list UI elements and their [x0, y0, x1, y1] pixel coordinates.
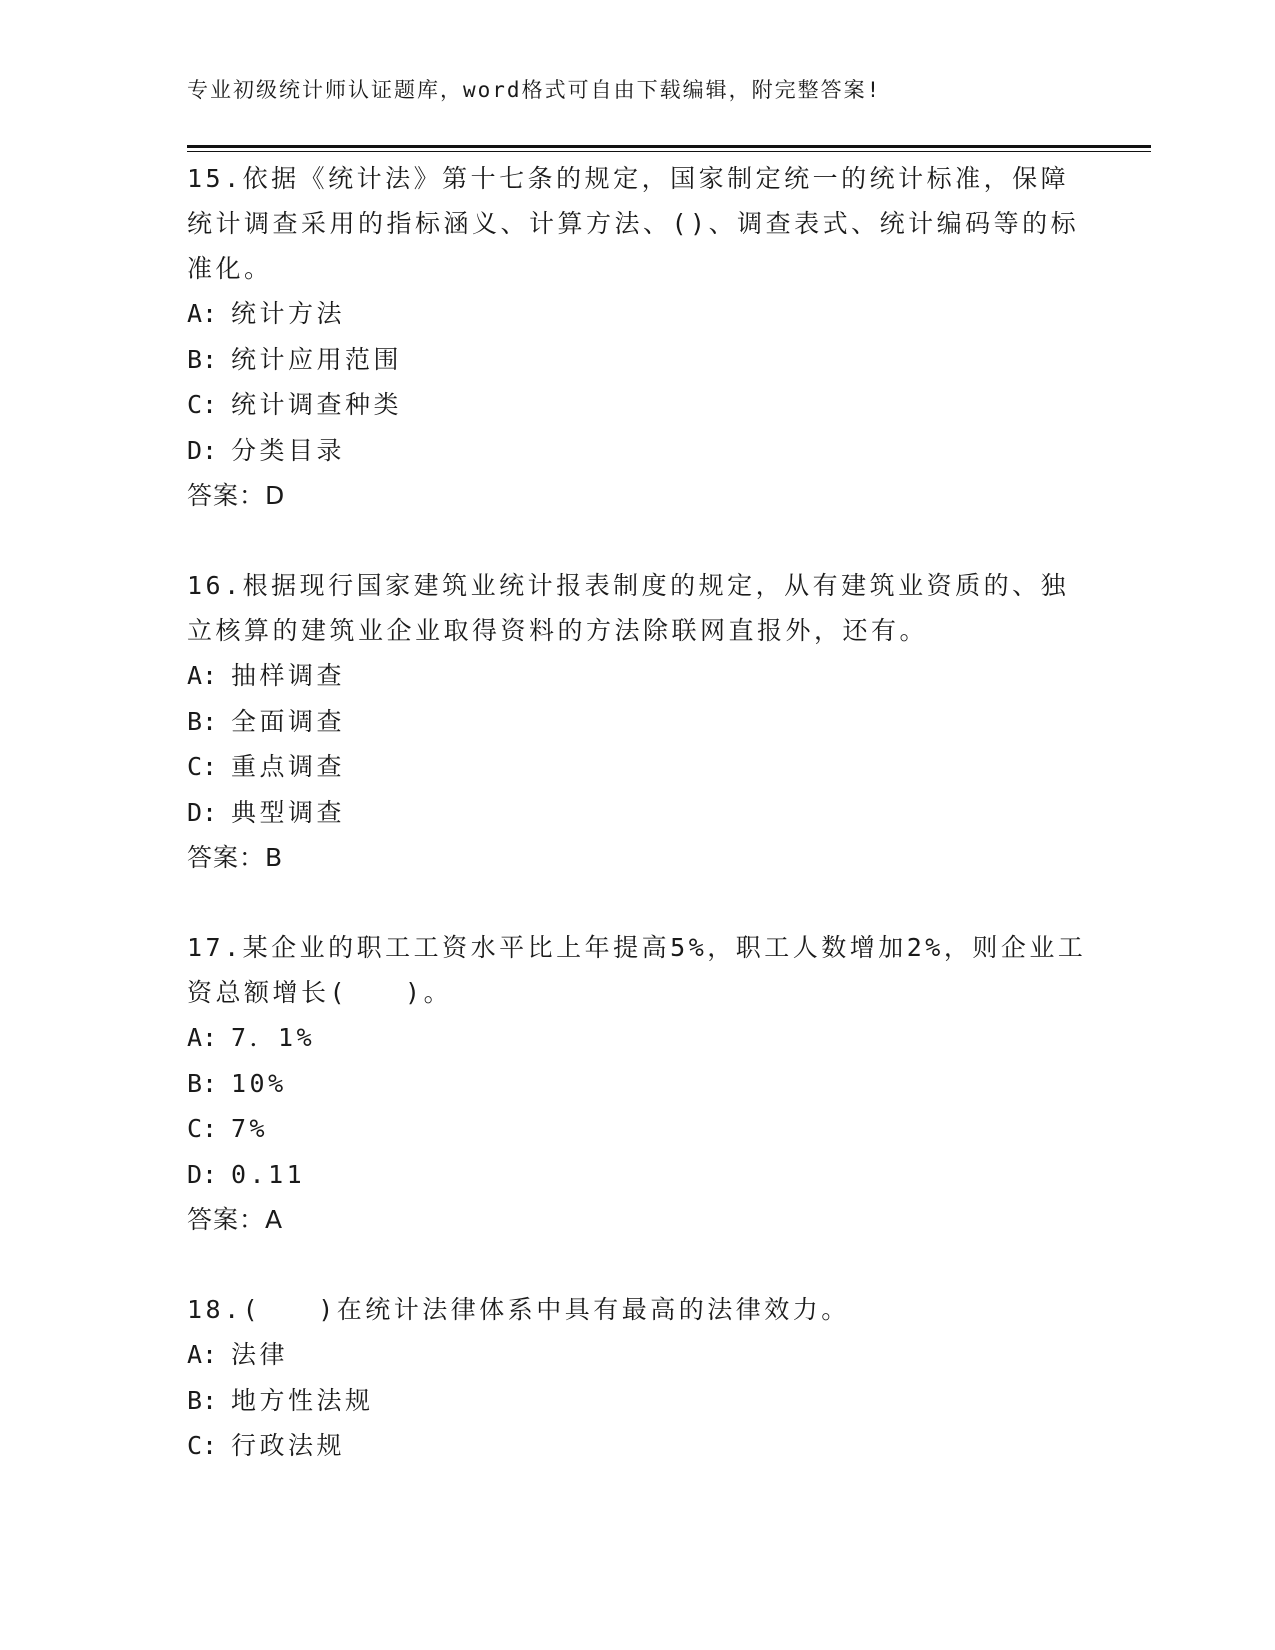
option-b — [187, 1378, 1087, 1424]
option-text: 抽样调查 — [231, 661, 346, 690]
option-key: C: — [187, 390, 218, 419]
option-key: D: — [187, 435, 218, 465]
option-c — [187, 1106, 1087, 1152]
option-text: 统计方法 — [231, 299, 346, 328]
option-b — [187, 1061, 1087, 1107]
option-text: 行政法规 — [231, 1431, 346, 1460]
page-header: 专业初级统计师认证题库，word格式可自由下载编辑，附完整答案! — [187, 78, 882, 102]
option-key: C: — [187, 1114, 218, 1143]
option-text: 7% — [231, 1114, 269, 1143]
option-b — [187, 337, 1087, 383]
question-15 — [187, 156, 1087, 518]
question-16 — [187, 563, 1087, 880]
option-key: B: — [187, 1068, 218, 1098]
header-divider — [187, 145, 1151, 152]
spacer — [187, 880, 1087, 925]
option-key: B: — [187, 344, 218, 374]
option-b — [187, 699, 1087, 745]
option-text: 重点调查 — [231, 752, 346, 781]
question-list — [187, 156, 1087, 1469]
option-a — [187, 1332, 1087, 1378]
option-a — [187, 1015, 1087, 1061]
answer-line: 答案：A — [187, 1205, 284, 1234]
option-text: 统计应用范围 — [231, 344, 403, 374]
option-d — [187, 790, 1087, 836]
option-a — [187, 291, 1087, 337]
question-18 — [187, 1287, 1087, 1469]
option-d — [187, 428, 1087, 474]
option-text: 典型调查 — [231, 797, 346, 827]
option-text: 10% — [231, 1068, 287, 1098]
option-key: C: — [187, 1431, 218, 1460]
option-key: D: — [187, 1159, 218, 1189]
option-text: 法律 — [231, 1340, 289, 1369]
option-key: C: — [187, 752, 218, 781]
spacer — [187, 518, 1087, 563]
option-key: D: — [187, 797, 218, 827]
option-key: A: — [187, 1340, 218, 1369]
option-key: A: — [187, 299, 218, 328]
option-key: B: — [187, 1385, 218, 1415]
option-text: 分类目录 — [231, 435, 346, 465]
option-c — [187, 744, 1087, 790]
option-key: B: — [187, 706, 218, 736]
option-text: 7．1% — [231, 1023, 316, 1052]
option-text: 全面调查 — [231, 706, 346, 736]
question-stem: 16.根据现行国家建筑业统计报表制度的规定，从有建筑业资质的、独立核算的建筑业企业取得资料的方法除联网直报外，还有。 — [187, 571, 1070, 645]
option-text: 地方性法规 — [231, 1385, 374, 1415]
question-stem: 17.某企业的职工工资水平比上年提高5%，职工人数增加2%，则企业工资总额增长( )。 — [187, 933, 1087, 1007]
option-d — [187, 1152, 1087, 1198]
answer-line: 答案：B — [187, 843, 284, 872]
option-a — [187, 653, 1087, 699]
option-c — [187, 1423, 1087, 1469]
option-text: 统计调查种类 — [231, 390, 403, 419]
option-key: A: — [187, 1023, 218, 1052]
option-key: A: — [187, 661, 218, 690]
option-c — [187, 382, 1087, 428]
question-stem: 18.( )在统计法律体系中具有最高的法律效力。 — [187, 1295, 850, 1324]
option-text: 0.11 — [231, 1159, 306, 1189]
spacer — [187, 1242, 1087, 1287]
question-stem: 15.依据《统计法》第十七条的规定，国家制定统一的统计标准，保障统计调查采用的指标涵义、计算方法、()、调查表式、统计编码等的标准化。 — [187, 164, 1080, 283]
question-17 — [187, 925, 1087, 1242]
answer-line: 答案：D — [187, 481, 286, 510]
